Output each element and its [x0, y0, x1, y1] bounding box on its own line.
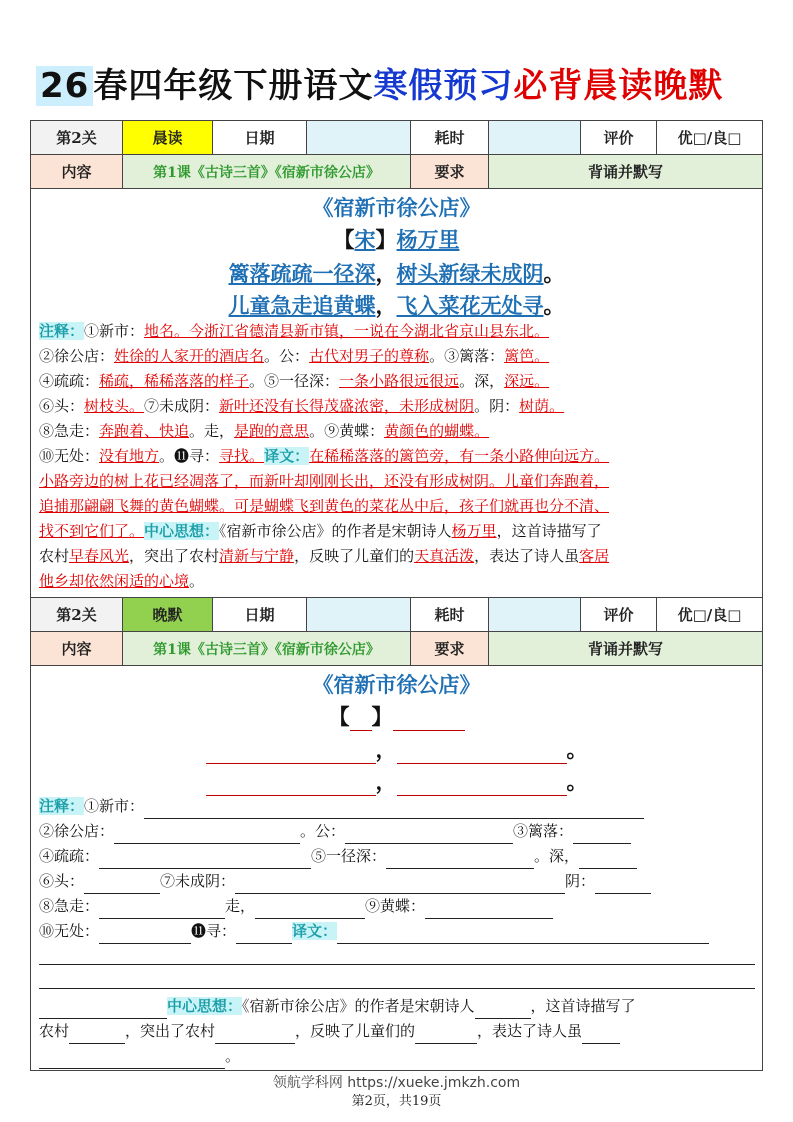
header-row: [31, 121, 762, 155]
note-line: ⑥头：树枝头。⑦未成阴：新叶还没有长得茂盛浓密，未形成树阴。阴：树荫。: [39, 397, 565, 415]
require-label: 要求: [411, 155, 489, 188]
answer-blank[interactable]: [236, 925, 292, 944]
note-line: 他乡却依然闲适的心境。: [39, 572, 205, 590]
answer-blank[interactable]: [475, 1000, 531, 1019]
content-row: [31, 155, 762, 189]
answer-blank[interactable]: [99, 900, 225, 919]
note-line: 农村早春风光，突出了农村清新与宁静，反映了儿童们的天真活泼，表达了诗人虽客居: [39, 547, 610, 565]
notes-label: 注释：: [39, 797, 85, 815]
title-winter-preview: 寒假预习: [373, 66, 514, 106]
translation-label: 译文：: [264, 447, 310, 465]
note-line: 追捕那翩翩飞舞的黄色蝴蝶。可是蝴蝶飞到黄色的菜花丛中后，孩子们就再也分不清、: [39, 497, 610, 515]
answer-blank[interactable]: [425, 900, 553, 919]
level-cell: 第2关: [31, 598, 123, 631]
theme-label: 中心思想：: [144, 522, 220, 540]
poem-title: 《宿新市徐公店》: [312, 195, 481, 220]
evening-dictation-section: [30, 597, 763, 1071]
answer-line[interactable]: [39, 988, 755, 989]
translation-label: 译文：: [292, 922, 338, 940]
date-label: 日期: [213, 598, 307, 631]
title-year: 26: [36, 66, 93, 106]
mode-cell: 晚默: [123, 598, 213, 631]
answer-blank[interactable]: [337, 925, 709, 944]
footer-site: 领航学科网 https://xueke.jmkzh.com: [272, 1075, 521, 1091]
theme-label: 中心思想：: [167, 997, 243, 1015]
date-label: 日期: [213, 121, 307, 154]
answer-blank[interactable]: [415, 1025, 477, 1044]
note-line: ⑧急走：奔跑着、快追。走，是跑的意思。⑨黄蝶：黄颜色的蝴蝶。: [39, 422, 490, 440]
mode-cell: 晨读: [123, 121, 213, 154]
answer-blank[interactable]: [255, 900, 365, 919]
answer-blank[interactable]: [84, 875, 160, 894]
line-blank[interactable]: [206, 745, 376, 764]
note-line: ④疏疏：稀疏，稀稀落落的样子。⑤一径深：一条小路很远很远。深，深远。: [39, 372, 550, 390]
note-line: 。: [39, 1044, 759, 1069]
dynasty-blank[interactable]: [350, 712, 372, 731]
answer-blank[interactable]: [99, 850, 311, 869]
eval-options[interactable]: 优□/良□: [677, 606, 742, 624]
eval-label: 评价: [581, 121, 657, 154]
answer-blank[interactable]: [582, 1025, 620, 1044]
content-row: [31, 632, 762, 666]
note-line: 找不到它们了。中心思想：《宿新市徐公店》的作者是宋朝诗人杨万里，这首诗描写了: [39, 522, 602, 540]
poem-line-2: 儿童急走追黄蝶，飞入菜花无处寻。: [228, 293, 565, 318]
answer-blank[interactable]: [235, 875, 565, 894]
note-line: 注释：①新市：地名。今浙江省德清县新市镇，一说在今湖北省京山县东北。: [39, 322, 550, 340]
title-recite: 必背晨读晚默: [513, 66, 724, 106]
note-line: 农村 ，突出了农村 ，反映了儿童们的 ，表达了诗人虽: [39, 1019, 759, 1044]
header-row: [31, 598, 762, 632]
note-line: ⑩无处：没有地方。⓫寻：寻找。译文：在稀稀落落的篱笆旁，有一条小路伸向远方。: [39, 447, 610, 465]
answer-blank[interactable]: [69, 1025, 125, 1044]
answer-blank[interactable]: [579, 850, 637, 869]
content-value: 第1课《古诗三首》《宿新市徐公店》: [123, 155, 411, 188]
answer-blank[interactable]: [215, 1025, 295, 1044]
date-field[interactable]: [307, 121, 411, 154]
answer-line[interactable]: [39, 964, 755, 965]
time-label: 耗时: [411, 121, 489, 154]
poem-line-1: 篱落疏疏一径深，树头新绿未成阴。: [228, 261, 565, 286]
eval-label: 评价: [581, 598, 657, 631]
poem-title: 《宿新市徐公店》: [312, 672, 481, 697]
answer-blank[interactable]: [386, 850, 534, 869]
answer-blank[interactable]: [39, 1050, 225, 1069]
eval-options[interactable]: 优□/良□: [677, 129, 742, 147]
poem-author-name: 杨万里: [396, 227, 460, 252]
time-field[interactable]: [489, 121, 581, 154]
note-line: ⑩无处： ⓫寻： 译文：: [39, 919, 759, 944]
poem-author: 【宋】杨万里: [333, 227, 460, 252]
poem-author-blank: 【 】: [31, 701, 762, 731]
note-line: ④疏疏： ⑤一径深： 。深，: [39, 844, 759, 869]
answer-blank[interactable]: [114, 825, 300, 844]
date-field[interactable]: [307, 598, 411, 631]
footer-page-number: 第2页，共19页: [351, 1094, 442, 1109]
answer-blank[interactable]: [144, 800, 644, 819]
time-label: 耗时: [411, 598, 489, 631]
answer-blank[interactable]: [573, 825, 631, 844]
content-label: 内容: [31, 155, 123, 188]
require-value: 背诵并默写: [489, 155, 762, 188]
poem-line-2-blank: ， 。: [31, 766, 762, 796]
author-blank[interactable]: [393, 712, 465, 731]
note-line: ⑧急走： 走， ⑨黄蝶：: [39, 894, 759, 919]
note-line: ②徐公店：姓徐的人家开的酒店名。公：古代对男子的尊称。③篱落：篱笆。: [39, 347, 550, 365]
poem-dynasty: 宋: [354, 227, 376, 252]
answer-blank[interactable]: [39, 1000, 167, 1019]
page-title: [36, 58, 766, 114]
time-field[interactable]: [489, 598, 581, 631]
notes-label: 注释：: [39, 322, 85, 340]
note-line: 小路旁边的树上花已经凋落了，而新叶却刚刚长出，还没有形成树阴。儿童们奔跑着，: [39, 472, 610, 490]
title-grade: 春四年级下册语文: [93, 66, 374, 106]
line-blank[interactable]: [397, 745, 567, 764]
level-cell: 第2关: [31, 121, 123, 154]
poem-line-1-blank: ， 。: [31, 734, 762, 764]
answer-blank[interactable]: [99, 925, 191, 944]
morning-reading-section: [30, 120, 763, 598]
require-label: 要求: [411, 632, 489, 665]
note-line: 注释：①新市：: [39, 794, 759, 819]
answer-blank[interactable]: [345, 825, 513, 844]
note-line: ⑥头： ⑦未成阴： 阴：: [39, 869, 759, 894]
require-value: 背诵并默写: [489, 632, 762, 665]
note-line: 中心思想：《宿新市徐公店》的作者是宋朝诗人 ，这首诗描写了: [39, 994, 759, 1019]
content-label: 内容: [31, 632, 123, 665]
content-value: 第1课《古诗三首》《宿新市徐公店》: [123, 632, 411, 665]
answer-blank[interactable]: [595, 875, 651, 894]
note-line: ②徐公店： 。公： ③篱落：: [39, 819, 759, 844]
